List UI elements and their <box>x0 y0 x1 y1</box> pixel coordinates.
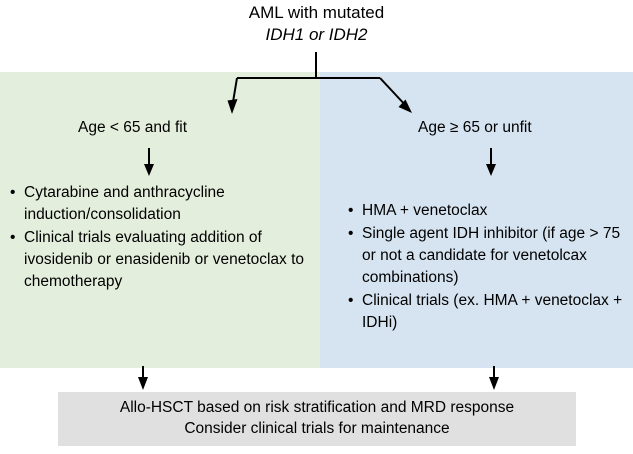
bullet-icon: • <box>10 184 16 201</box>
branch-bullets-left <box>10 182 310 294</box>
bullet-icon: • <box>10 229 16 246</box>
branch-header-left: Age < 65 and fit <box>78 119 188 136</box>
list-item <box>10 182 310 226</box>
diagram-title <box>0 2 633 46</box>
list-item <box>348 223 628 289</box>
bullet-text: HMA + venetoclax <box>362 202 488 219</box>
bullet-icon: • <box>348 202 354 219</box>
bullet-text: Clinical trials evaluating addition of ivosidenib or enasidenib or venetoclax to chemotherapy <box>24 229 305 290</box>
title-line-2: IDH1 or IDH2 <box>265 24 368 44</box>
outcome-box <box>58 392 576 446</box>
branch-bullets-right <box>348 200 628 335</box>
list-item <box>348 290 628 334</box>
list-item <box>348 200 628 222</box>
bullet-text: Single agent IDH inhibitor (if age > 75 or not a candidate for venetolcax combinations) <box>362 225 621 286</box>
outcome-line-1: Allo-HSCT based on risk stratification and MRD response <box>119 399 515 417</box>
bullet-icon: • <box>348 225 354 242</box>
branch-header-right: Age ≥ 65 or unfit <box>418 119 532 136</box>
bullet-text: Cytarabine and anthracycline induction/consolidation <box>24 184 225 223</box>
outcome-line-2: Consider clinical trials for maintenance <box>184 420 450 437</box>
bullet-text: Clinical trials (ex. HMA + venetoclax + IDHi) <box>362 292 623 331</box>
list-item <box>10 227 310 293</box>
title-line-1: AML with mutated <box>248 3 385 22</box>
bullet-icon: • <box>348 292 354 309</box>
